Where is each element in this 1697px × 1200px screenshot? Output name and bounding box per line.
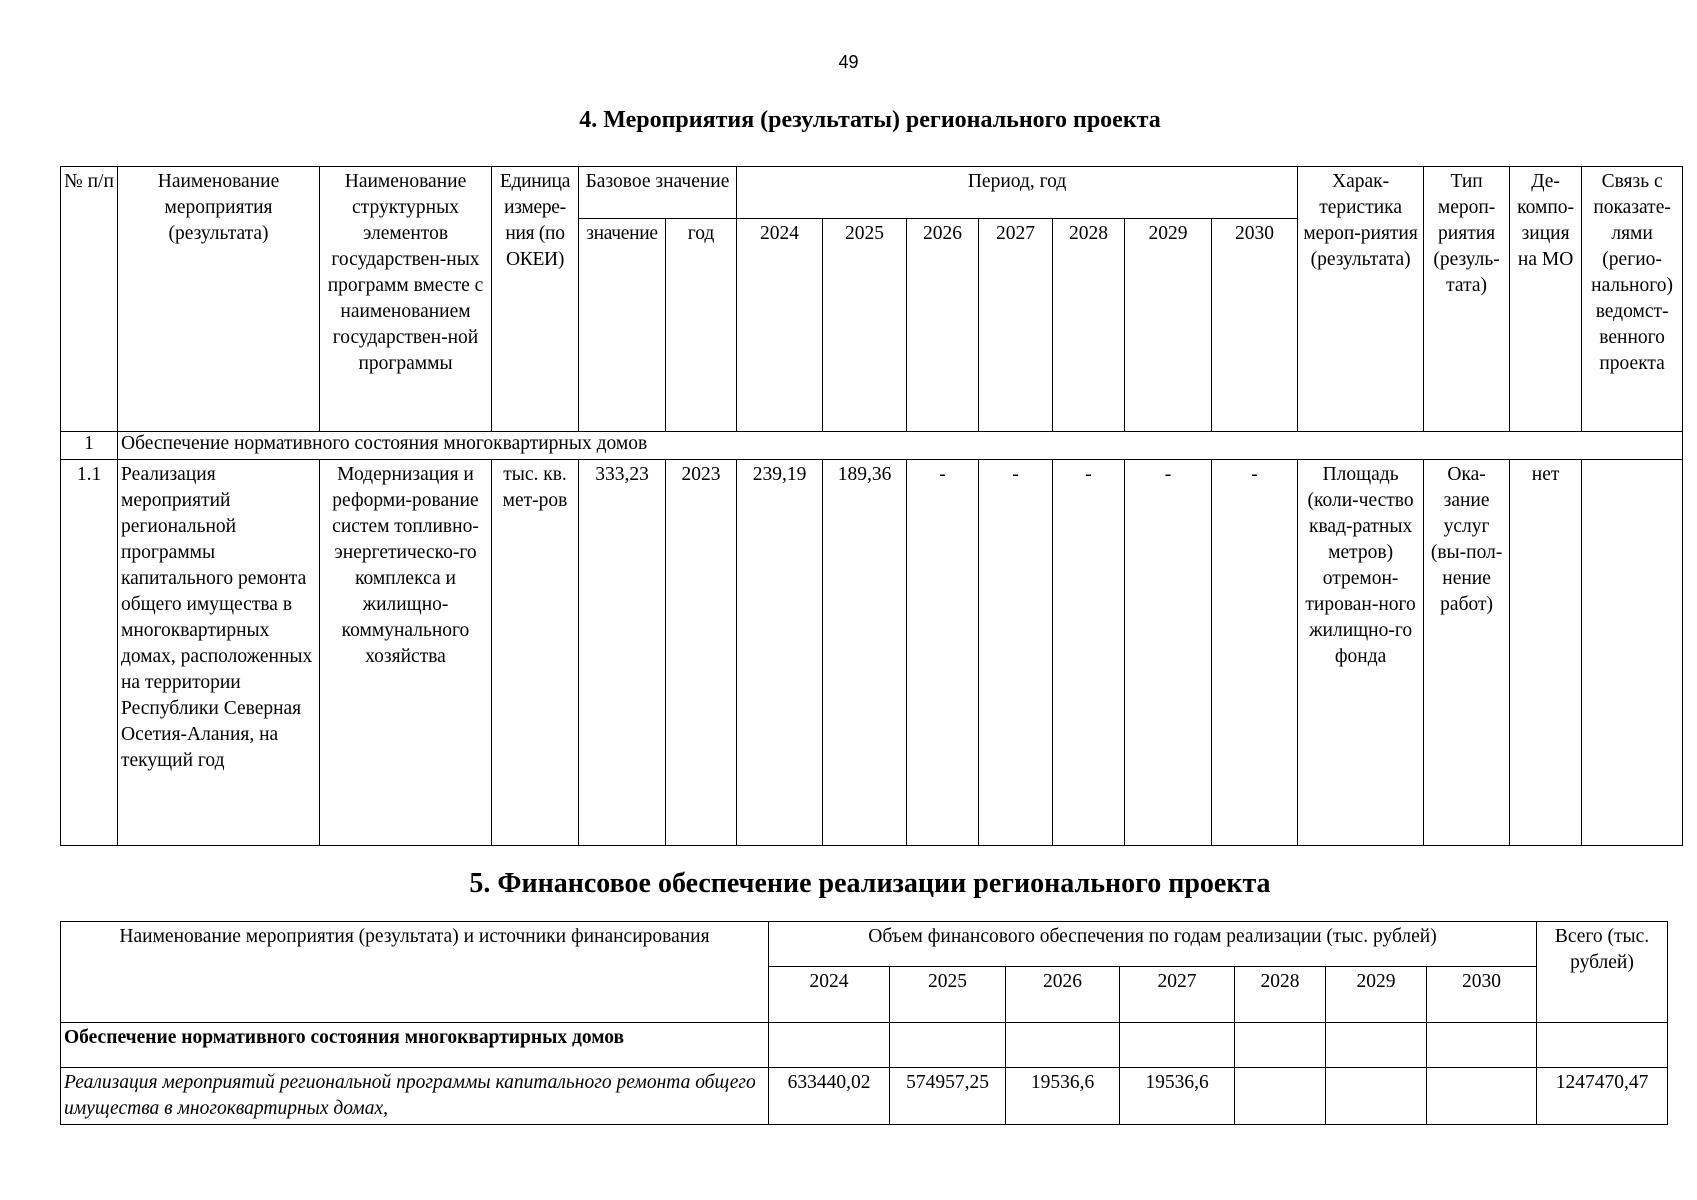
fin-row-value	[890, 1023, 1006, 1068]
header-year: 2030	[1212, 219, 1298, 432]
header-year: 2029	[1125, 219, 1212, 432]
header-unit: Единица измере-ния (по ОКЕИ)	[492, 167, 579, 432]
financing-table	[60, 921, 1668, 1125]
fin-row-name: Обеспечение нормативного состояния многоквартирных домов	[61, 1023, 769, 1068]
header-year: 2027	[979, 219, 1053, 432]
fin-header-year: 2027	[1120, 967, 1235, 1023]
fin-row-total: 1247470,47	[1537, 1068, 1668, 1125]
header-base-year: год	[666, 219, 737, 432]
fin-header-name: Наименование мероприятия (результата) и источники финансирования	[61, 922, 769, 1023]
fin-header-year: 2026	[1006, 967, 1120, 1023]
row-value: -	[979, 460, 1053, 846]
row-name: Реализация мероприятий региональной программы капитального ремонта общего имущества в многоквартирных домах, расположенных на территории Республики Северная Осетия-Алания, на текущий год	[118, 460, 320, 846]
fin-header-row-1	[61, 922, 1668, 967]
fin-row-total	[1537, 1023, 1668, 1068]
header-year: 2024	[737, 219, 823, 432]
fin-header-year: 2024	[769, 967, 890, 1023]
header-num: № п/п	[61, 167, 118, 432]
fin-section-row	[61, 1023, 1668, 1068]
fin-row-value	[1235, 1068, 1326, 1125]
activities-table	[60, 166, 1683, 846]
header-row-1	[61, 167, 1683, 219]
section-row	[61, 432, 1683, 460]
fin-row-value: 574957,25	[890, 1068, 1006, 1125]
fin-row-value	[1427, 1068, 1537, 1125]
header-type: Тип мероп-риятия (резуль-тата)	[1424, 167, 1510, 432]
fin-row-value	[769, 1023, 890, 1068]
row-struct: Модернизация и реформи-рование систем топливно-энергетическо-го комплекса и жилищно-коммунального хозяйства	[320, 460, 492, 846]
row-value: -	[907, 460, 979, 846]
header-base: Базовое значение	[579, 167, 737, 219]
row-value: -	[1212, 460, 1298, 846]
header-year: 2026	[907, 219, 979, 432]
row-value: 239,19	[737, 460, 823, 846]
fin-header-year: 2025	[890, 967, 1006, 1023]
page-number: 49	[838, 52, 859, 72]
fin-row-value	[1326, 1023, 1427, 1068]
fin-row-value: 19536,6	[1006, 1068, 1120, 1125]
fin-row-name: Реализация мероприятий региональной программы капитального ремонта общего имущества в многоквартирных домах,	[61, 1068, 769, 1125]
header-link: Связь с показате-лями (регио-нального) ведомст-венного проекта	[1582, 167, 1683, 432]
section-5-title: 5. Финансовое обеспечение реализации регионального проекта	[469, 868, 1271, 899]
header-period: Период, год	[737, 167, 1298, 219]
section-row-num: 1	[61, 432, 118, 460]
header-decomp: Де-компо-зиция на МО	[1510, 167, 1582, 432]
table-row	[61, 460, 1683, 846]
row-num: 1.1	[61, 460, 118, 846]
fin-row-value	[1427, 1023, 1537, 1068]
row-type: Ока-зание услуг (вы-пол-нение работ)	[1424, 460, 1510, 846]
row-base-year: 2023	[666, 460, 737, 846]
fin-header-year: 2029	[1326, 967, 1427, 1023]
header-year: 2025	[823, 219, 907, 432]
row-base-value: 333,23	[579, 460, 666, 846]
section-row-title: Обеспечение нормативного состояния многоквартирных домов	[118, 432, 1683, 460]
row-value: -	[1125, 460, 1212, 846]
fin-header-total: Всего (тыс. рублей)	[1537, 922, 1668, 1023]
header-year: 2028	[1053, 219, 1125, 432]
row-link	[1582, 460, 1683, 846]
fin-row-value	[1326, 1068, 1427, 1125]
fin-table-row	[61, 1068, 1668, 1125]
row-char: Площадь (коли-чество квад-ратных метров) отремон-тирован-ного жилищно-го фонда	[1298, 460, 1424, 846]
row-value: 189,36	[823, 460, 907, 846]
row-unit: тыс. кв. мет-ров	[492, 460, 579, 846]
fin-row-value: 633440,02	[769, 1068, 890, 1125]
header-char: Харак-теристика мероп-риятия (результата)	[1298, 167, 1424, 432]
fin-row-value	[1006, 1023, 1120, 1068]
section-4-title: 4. Мероприятия (результаты) регионального проекта	[579, 107, 1161, 133]
fin-header-year: 2030	[1427, 967, 1537, 1023]
fin-row-value	[1235, 1023, 1326, 1068]
header-base-value: значение	[579, 219, 666, 432]
fin-header-volume: Объем финансового обеспечения по годам реализации (тыс. рублей)	[769, 922, 1537, 967]
row-value: -	[1053, 460, 1125, 846]
fin-row-value	[1120, 1023, 1235, 1068]
header-name: Наименование мероприятия (результата)	[118, 167, 320, 432]
row-decomp: нет	[1510, 460, 1582, 846]
fin-row-value: 19536,6	[1120, 1068, 1235, 1125]
fin-header-year: 2028	[1235, 967, 1326, 1023]
header-struct: Наименование структурных элементов государствен-ных программ вместе с наименованием государствен-ной программы	[320, 167, 492, 432]
